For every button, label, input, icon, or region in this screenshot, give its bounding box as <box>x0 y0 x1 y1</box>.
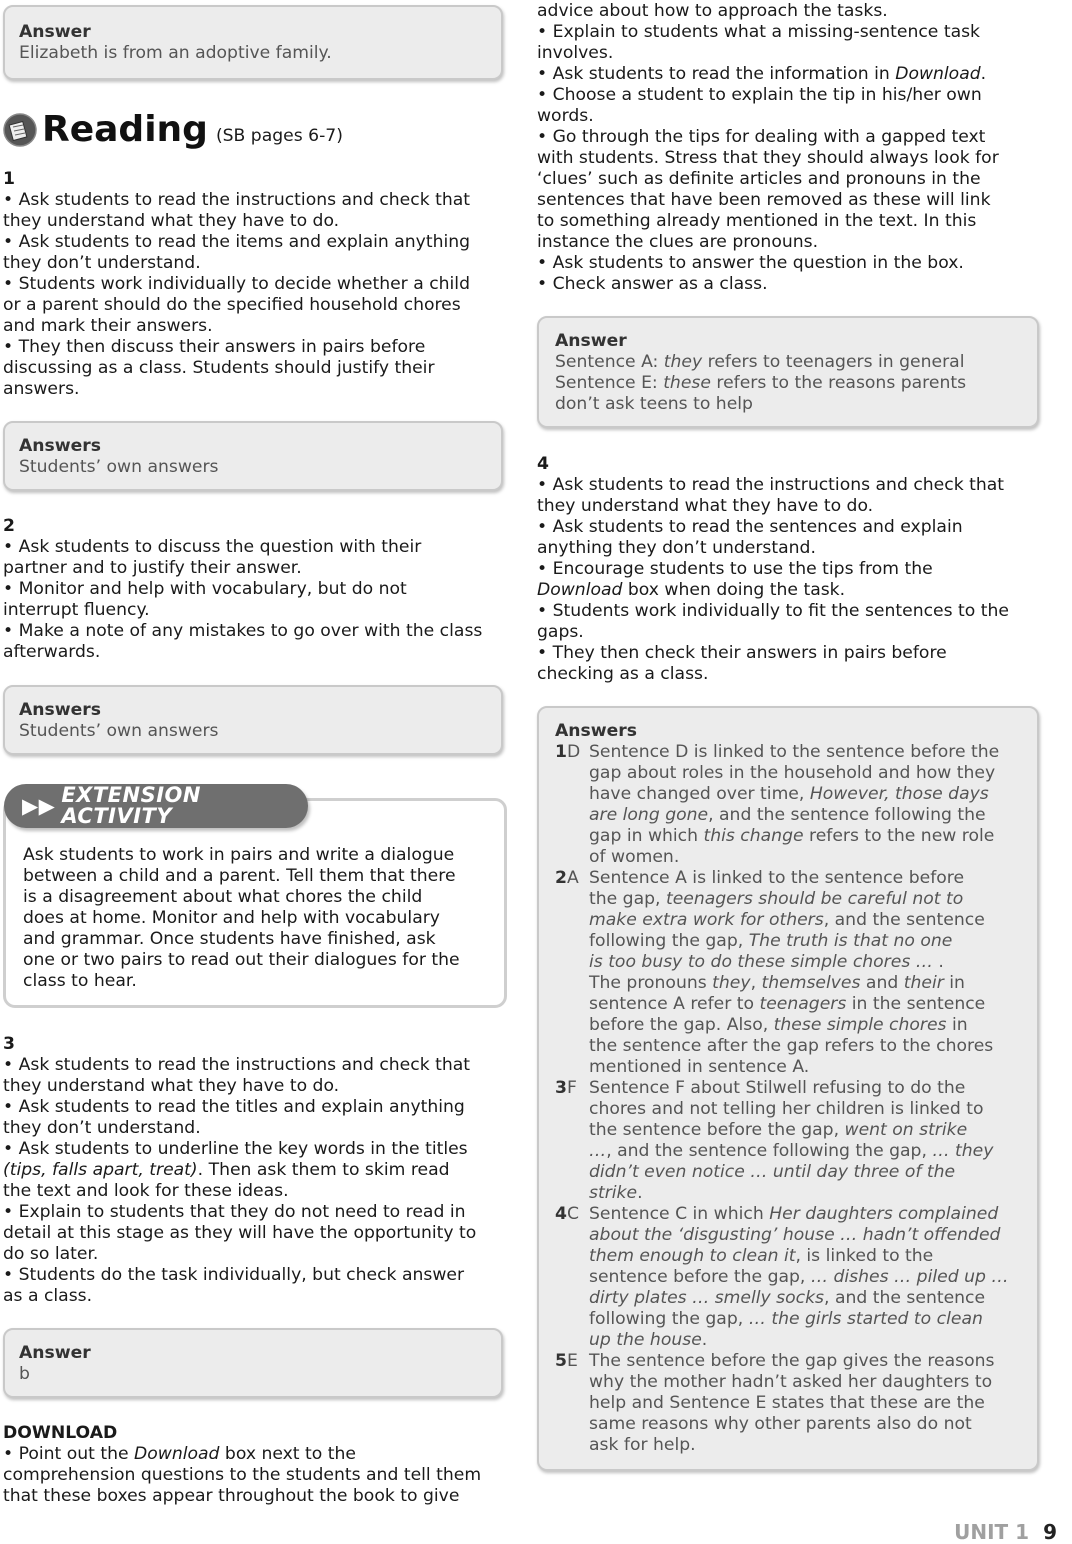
answer-number: 3 <box>555 1078 567 1098</box>
answers-box-1 <box>3 421 503 491</box>
text-line: • Students do the task individually, but check answer <box>3 1265 465 1285</box>
answer-line <box>555 373 1023 394</box>
italic-span: their <box>903 973 944 993</box>
text-span: Sentence E: <box>555 373 664 393</box>
answer-text: b <box>19 1364 30 1384</box>
text-line: words. <box>537 106 594 126</box>
italic-span: teenagers should be careful not to <box>665 889 964 909</box>
answer-item-4 <box>555 1204 1029 1351</box>
text-span: box when doing the task. <box>622 580 846 600</box>
text-line: Sentence F about Stilwell refusing to do the <box>589 1078 966 1098</box>
italic-span: Her daughters complained <box>769 1204 999 1224</box>
answer-item-1 <box>555 742 1029 868</box>
text-span: , and the sentence following the gap, <box>606 1141 933 1161</box>
text-line: • Students work individually to fit the sentences to the <box>537 601 1009 621</box>
italic-span: … dishes … piled up … <box>810 1267 1009 1287</box>
text-line: • Ask students to read the instructions and check that <box>3 1055 471 1075</box>
text-line: discussing as a class. Students should justify their <box>3 358 435 378</box>
text-span: have changed over time, <box>589 784 810 804</box>
text-line <box>3 1160 511 1181</box>
text-span: following the gap, <box>589 1309 749 1329</box>
text-span: . Then ask them to skim read <box>197 1160 450 1180</box>
text-line: they understand what they have to do. <box>3 211 340 231</box>
text-line <box>589 994 1029 1015</box>
italic-span: themselves <box>761 973 861 993</box>
text-line <box>589 805 1029 826</box>
step-number: 2 <box>3 516 15 536</box>
page-number: 9 <box>1043 1520 1057 1544</box>
answers-box-4 <box>537 706 1039 1471</box>
text-span: in the sentence <box>846 994 986 1014</box>
answer-key <box>555 742 589 868</box>
text-line: they understand what they have to do. <box>537 496 874 516</box>
text-line: or a parent should do the specified household chores <box>3 295 461 315</box>
extension-text <box>23 845 493 992</box>
text-span: and <box>860 973 904 993</box>
text-line: to something already mentioned in the text. In this <box>537 211 977 231</box>
text-line: between a child and a parent. Tell them that there <box>23 866 456 886</box>
text-line: they don’t understand. <box>3 253 201 273</box>
answer-explanation <box>589 868 1029 1078</box>
answer-heading: Answer <box>19 22 91 42</box>
italic-span: dirty plates … smelly socks <box>589 1288 825 1308</box>
text-span: refers to the reasons parents <box>710 373 967 393</box>
text-line: ‘clues’ such as definite articles and pronouns in the <box>537 169 981 189</box>
text-line: involves. <box>537 43 614 63</box>
answer-letter: E <box>566 1351 578 1371</box>
text-line <box>589 931 1029 952</box>
text-line: instance the clues are pronouns. <box>537 232 819 252</box>
text-span: following the gap, <box>589 931 749 951</box>
text-span: the sentence before the gap, <box>589 1120 845 1140</box>
text-line: one or two pairs to read out their dialogues for the <box>23 950 460 970</box>
italic-span: didn’t even notice … until day three of the <box>589 1162 956 1182</box>
answer-number: 1 <box>555 742 567 762</box>
text-line: gap about roles in the household and how they <box>589 763 996 783</box>
text-line: that these boxes appear throughout the book to give <box>3 1486 460 1506</box>
text-line: Ask students to work in pairs and write a dialogue <box>23 845 455 865</box>
italic-span: strike <box>589 1183 638 1203</box>
text-line: the sentence after the gap refers to the chores <box>589 1036 994 1056</box>
text-line <box>537 64 1037 85</box>
italic-span: went on strike <box>844 1120 968 1140</box>
text-line: • Choose a student to explain the tip in his/her own <box>537 85 982 105</box>
text-line: class to hear. <box>23 971 137 991</box>
answer-line <box>555 352 1023 373</box>
step-1 <box>3 169 511 400</box>
text-line: • Explain to students what a missing-sentence task <box>537 22 981 42</box>
text-line: • Explain to students that they do not need to read in <box>3 1202 466 1222</box>
answers-text: Students’ own answers <box>19 721 219 741</box>
italic-download: Download <box>895 64 981 84</box>
reading-pages: (SB pages 6-7) <box>215 126 343 146</box>
text-line: they understand what they have to do. <box>3 1076 340 1096</box>
answer-text: Elizabeth is from an adoptive family. <box>19 43 332 63</box>
text-line <box>589 1267 1029 1288</box>
text-line: partner and to justify their answer. <box>3 558 302 578</box>
text-line: • Ask students to read the items and explain anything <box>3 232 471 252</box>
text-line: • Ask students to answer the question in the box. <box>537 253 964 273</box>
answer-letter: C <box>566 1204 579 1224</box>
answer-explanation <box>589 1351 1029 1456</box>
text-span: , <box>750 973 762 993</box>
text-span: Sentence A: <box>555 352 664 372</box>
text-span: before the gap. Also, <box>589 1015 774 1035</box>
answer-item-2 <box>555 868 1029 1078</box>
step-number: 1 <box>3 169 15 189</box>
text-line: • Ask students to read the titles and explain anything <box>3 1097 465 1117</box>
italic-span: … they <box>932 1141 994 1161</box>
italic-span: about the ‘disgusting’ house … hadn’t offended <box>589 1225 1001 1245</box>
italic-span: this change <box>703 826 804 846</box>
answer-item-3 <box>555 1078 1029 1204</box>
text-line: • They then discuss their answers in pairs before <box>3 337 426 357</box>
text-line <box>589 1162 1029 1183</box>
answer-explanation <box>589 1078 1029 1204</box>
answer-letter: A <box>566 868 579 888</box>
download-section <box>3 1423 511 1507</box>
text-line <box>589 1204 1029 1225</box>
text-line: • Encourage students to use the tips from the <box>537 559 933 579</box>
text-span: refers to the new role <box>803 826 995 846</box>
text-line: answers. <box>3 379 80 399</box>
text-span: in <box>946 1015 968 1035</box>
text-line <box>589 1225 1029 1246</box>
text-line: why the mother hadn’t asked her daughters to <box>589 1372 993 1392</box>
italic-download: Download <box>537 580 623 600</box>
answer-line: don’t ask teens to help <box>555 394 753 414</box>
text-line: and grammar. Once students have finished, ask <box>23 929 436 949</box>
text-span: box next to the <box>219 1444 356 1464</box>
answer-explanation <box>589 742 1029 868</box>
text-line: • Ask students to read the instructions and check that <box>537 475 1005 495</box>
text-line: and mark their answers. <box>3 316 213 336</box>
text-line <box>589 1246 1029 1267</box>
text-line: detail at this stage as they will have the opportunity to <box>3 1223 477 1243</box>
italic-span: teenagers <box>759 994 847 1014</box>
book-icon <box>3 113 37 147</box>
text-span: , and the sentence <box>823 910 985 930</box>
text-span: • Point out the <box>3 1444 135 1464</box>
answer-item-5 <box>555 1351 1029 1456</box>
text-line: • Ask students to read the sentences and explain <box>537 517 963 537</box>
unit-label: UNIT 1 <box>954 1520 1030 1544</box>
italic-span: are long gone <box>589 805 709 825</box>
step-number: 4 <box>537 454 549 474</box>
italic-span: is too busy to do these simple chores … <box>589 952 933 972</box>
text-line <box>589 952 1029 973</box>
top-answer-box <box>3 5 503 80</box>
answer-explanation <box>589 1204 1029 1351</box>
text-line: with students. Stress that they should always look for <box>537 148 999 168</box>
answer-heading: Answer <box>19 1343 91 1363</box>
extension-activity-banner <box>4 784 308 828</box>
text-line <box>589 1141 1029 1162</box>
text-line: • Ask students to underline the key words in the titles <box>3 1139 468 1159</box>
answer-key <box>555 1204 589 1351</box>
step-4 <box>537 454 1037 685</box>
text-line <box>589 1183 1029 1204</box>
answer-box-3 <box>3 1328 503 1398</box>
text-line: anything they don’t understand. <box>537 538 816 558</box>
reading-title: Reading <box>42 109 208 150</box>
text-line: help and Sentence E states that these are the <box>589 1393 985 1413</box>
text-line: comprehension questions to the students and tell them <box>3 1465 482 1485</box>
answers-heading: Answers <box>555 721 638 741</box>
text-line <box>537 580 1037 601</box>
text-line: does at home. Monitor and help with vocabulary <box>23 908 440 928</box>
text-span: Sentence C in which <box>589 1204 770 1224</box>
step-3 <box>3 1034 511 1307</box>
answer-letter: D <box>566 742 581 762</box>
text-span: , is linked to the <box>795 1246 934 1266</box>
text-line <box>589 910 1029 931</box>
text-line <box>589 889 1029 910</box>
text-line: interrupt fluency. <box>3 600 150 620</box>
text-line: afterwards. <box>3 642 101 662</box>
text-line <box>589 826 1029 847</box>
text-line: gaps. <box>537 622 584 642</box>
download-heading: DOWNLOAD <box>3 1423 118 1443</box>
text-span: • Ask students to read the information in <box>537 64 896 84</box>
text-span: in <box>943 973 965 993</box>
text-span: refers to teenagers in general <box>702 352 965 372</box>
text-line: • Check answer as a class. <box>537 274 768 294</box>
text-line: do so later. <box>3 1244 99 1264</box>
page-footer <box>954 1522 1057 1543</box>
text-line <box>589 1015 1029 1036</box>
text-span: . <box>932 952 944 972</box>
text-line <box>3 1444 511 1465</box>
text-line: same reasons why other parents also do not <box>589 1414 972 1434</box>
text-span: The pronouns <box>589 973 713 993</box>
italic-span: these simple chores <box>773 1015 947 1035</box>
text-line: • Students work individually to decide whether a child <box>3 274 470 294</box>
text-line: chores and not telling her children is linked to <box>589 1099 984 1119</box>
answer-number: 5 <box>555 1351 567 1371</box>
text-line: they don’t understand. <box>3 1118 201 1138</box>
answer-letter: F <box>566 1078 577 1098</box>
answer-heading: Answer <box>555 331 627 351</box>
answers-text: Students’ own answers <box>19 457 219 477</box>
text-span: gap in which <box>589 826 704 846</box>
extension-title: EXTENSION ACTIVITY <box>61 783 201 828</box>
fast-forward-icon: ▶▶ <box>22 793 56 818</box>
text-line: • Ask students to read the instructions and check that <box>3 190 471 210</box>
text-line: the text and look for these ideas. <box>3 1181 289 1201</box>
answers-box-2 <box>3 685 503 755</box>
step-2 <box>3 516 511 663</box>
text-line: ask for help. <box>589 1435 696 1455</box>
text-line <box>589 973 1029 994</box>
text-line: • Ask students to discuss the question with their <box>3 537 422 557</box>
answers-heading: Answers <box>19 436 102 456</box>
italic-span: … the girls started to clean <box>748 1309 983 1329</box>
italic-span: However, those days <box>809 784 989 804</box>
step-number: 3 <box>3 1034 15 1054</box>
italic-span: these <box>663 373 711 393</box>
text-line <box>589 1288 1029 1309</box>
text-line <box>589 1309 1029 1330</box>
text-line: • Monitor and help with vocabulary, but do not <box>3 579 407 599</box>
answers-heading: Answers <box>19 700 102 720</box>
answer-key <box>555 1351 589 1456</box>
reading-heading <box>3 110 343 150</box>
answer-sentences-box <box>537 316 1039 428</box>
text-line: The sentence before the gap gives the reasons <box>589 1351 995 1371</box>
answer-key <box>555 868 589 1078</box>
text-line: • They then check their answers in pairs before <box>537 643 947 663</box>
text-line: is a disagreement about what chores the child <box>23 887 423 907</box>
italic-span: them enough to clean it <box>589 1246 796 1266</box>
text-span: . <box>637 1183 643 1203</box>
text-line: • Go through the tips for dealing with a gapped text <box>537 127 986 147</box>
text-line: advice about how to approach the tasks. <box>537 1 888 21</box>
text-line <box>589 1120 1029 1141</box>
answer-key <box>555 1078 589 1204</box>
text-span: . <box>980 64 987 84</box>
text-line <box>589 784 1029 805</box>
text-line: Sentence D is linked to the sentence before the <box>589 742 1000 762</box>
text-line: as a class. <box>3 1286 93 1306</box>
text-line: of women. <box>589 847 680 867</box>
italic-titles: (tips, falls apart, treat) <box>3 1160 198 1180</box>
text-span: , and the sentence following the <box>708 805 986 825</box>
text-span: sentence before the gap, <box>589 1267 811 1287</box>
italic-download: Download <box>134 1444 220 1464</box>
italic-span: they <box>712 973 751 993</box>
italic-span: up the house <box>589 1330 702 1350</box>
text-line: checking as a class. <box>537 664 709 684</box>
text-line: sentences that have been removed as these will link <box>537 190 991 210</box>
text-line <box>589 1330 1029 1351</box>
italic-span: The truth is that no one <box>748 931 953 951</box>
text-span: , and the sentence <box>824 1288 986 1308</box>
text-span: sentence A refer to <box>589 994 760 1014</box>
text-span: the gap, <box>589 889 666 909</box>
right-top-text <box>537 1 1037 295</box>
text-line: mentioned in sentence A. <box>589 1057 810 1077</box>
answer-number: 4 <box>555 1204 567 1224</box>
italic-span: … <box>589 1141 607 1161</box>
italic-span: make extra work for others <box>589 910 824 930</box>
text-span: . <box>701 1330 708 1350</box>
answer-number: 2 <box>555 868 567 888</box>
text-line: • Make a note of any mistakes to go over with the class <box>3 621 483 641</box>
italic-span: they <box>663 352 703 372</box>
text-line: Sentence A is linked to the sentence before <box>589 868 965 888</box>
